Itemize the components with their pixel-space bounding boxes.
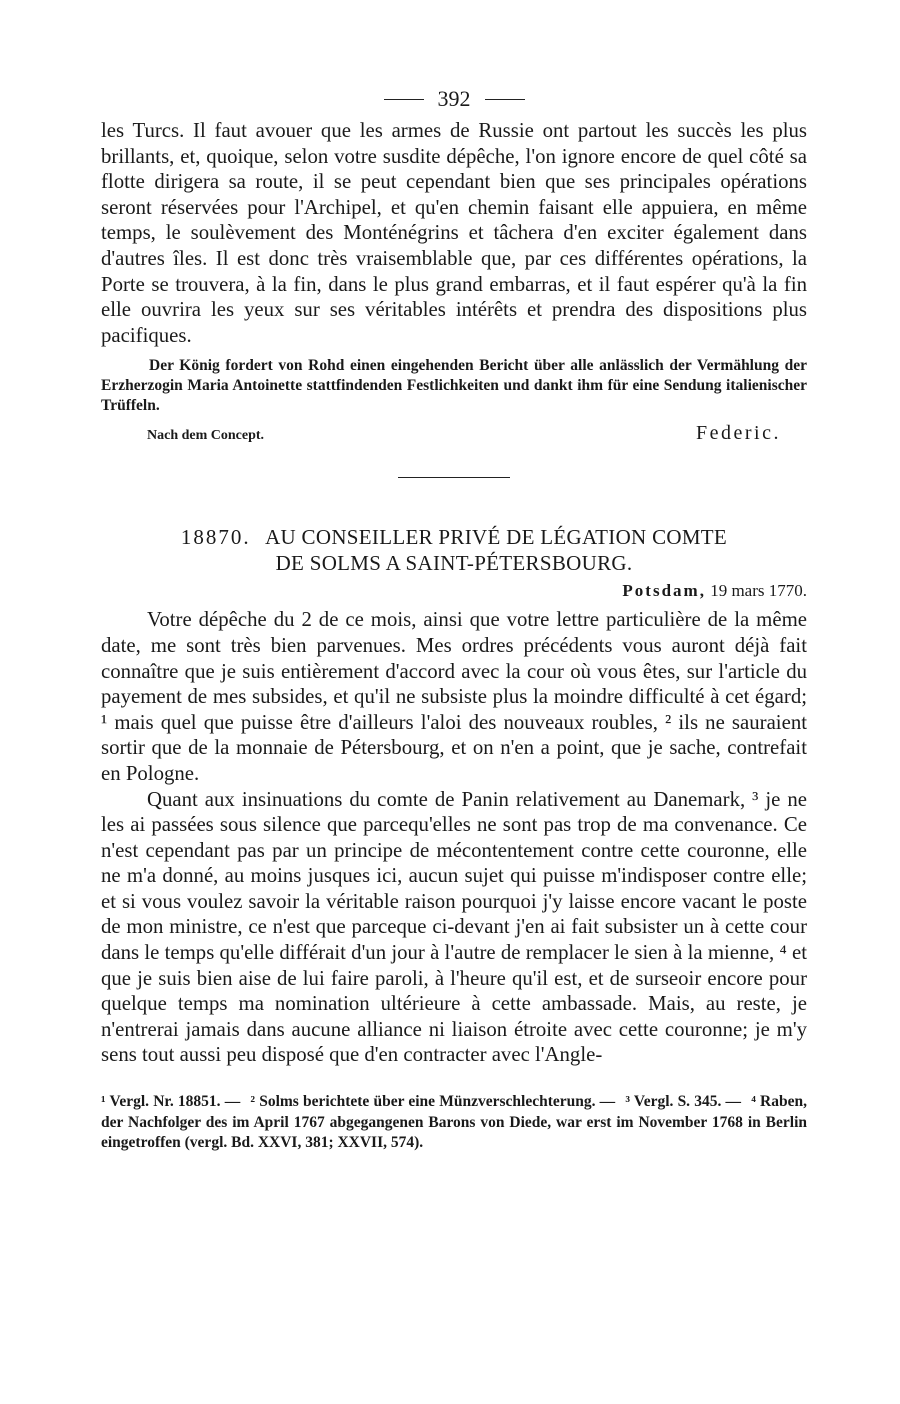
footnote-4: ⁴ Raben, der Nachfolger des im April 1767 abgegangenen Barons von Diede, war erst im November 1768 in Berlin eingetroffen (vergl. Bd. XXVI, 381; XXVII, 574). [101,1093,808,1152]
source-signature-row [101,422,807,445]
letter-heading-line1 [101,524,807,550]
source-note: Nach dem Concept. [147,428,265,444]
letter-paragraph-1: Votre dépêche du 2 de ce mois, ainsi que votre lettre particulière de la même date, me sont très bien parvenues. Mes ordres précédents vous auront déjà fait connaître que je suis entièrement d'accord avec la cour où vous êtes, sur l'article du payement de mes subsides, et qu'il ne subsiste plus la moindre difficulté à cet égard; ¹ mais quel que puisse être d'ailleurs l'aloi des nouveaux roubles, ² ils ne sauraient sortir que de la monnaie de Pétersbourg, et on n'en a point, que je sache, contrefait en Pologne. [101,608,807,785]
letter-title-line1: AU CONSEILLER PRIVÉ DE LÉGATION COMTE [265,525,728,550]
footnote-2: ² Solms berichtete über eine Münzverschlechterung. — [250,1093,616,1111]
letter-number: 18870. [180,525,251,550]
letter-title-line2: DE SOLMS A SAINT-PÉTERSBOURG. [275,551,633,576]
letter-heading [101,524,807,576]
page-number-rule-left [384,99,424,100]
footnotes [101,1092,807,1154]
footnote-3: ³ Vergl. S. 345. — [625,1093,742,1111]
page-number: 392 [437,86,471,111]
dateline-place: Potsdam, [622,581,706,601]
section-separator [398,477,510,478]
previous-letter-closing-text: les Turcs. Il faut avouer que les armes de Russie ont partout les succès les plus brillants, et, quoique, selon votre susdite dépêche, l'on ignore encore de quel côté sa flotte dirigera sa route, il se peut cependant bien que ses principales opérations seront réservées pour l'Archipel, et qu'en chemin faisant elle appuiera, en même temps, le soulèvement des Monténégrins et tâchera d'en exciter également dans d'autres îles. Il est donc très vraisemblable que, par ces différentes opérations, la Porte se trouvera, à la fin, dans le plus grand embarras, et il faut espérer qu'à la fin elle ouvrira les yeux sur ses véritables intérêts et prendra des dispositions plus pacifiques. [101,119,807,347]
signature: Federic. [696,422,781,445]
page-number-row [101,80,807,118]
footnote-1: ¹ Vergl. Nr. 18851. — [101,1093,241,1111]
letter-paragraph-2: Quant aux insinuations du comte de Panin relativement au Danemark, ³ je ne les ai passées sous silence que parcequ'elles ne sont pas trop de ma convenance. Ce n'est cependant pas par un principe de mécontentement contre cette couronne, elle ne m'a donné, au moins jusques ici, aucun sujet qui puisse m'indisposer contre elle; et si vous voulez savoir la véritable raison pourquoi j'y laisse encore vacant le poste de mon ministre, ce n'est que parceque ci-devant j'en ai fait subsister un à cette cour dans le temps qu'elle différait d'un jour à l'autre de remplacer le sien à la mienne, ⁴ et que je suis bien aise de lui faire paroli, à l'heure qu'il est, et de surseoir encore pour quelque temps ma nomination ultérieure à cette ambassade. Mais, au reste, je n'entrerai jamais dans aucune alliance ni liaison étroite avec cette couronne; je m'y sens tout aussi peu disposé que d'en contracter avec l'Angle- [101,787,807,1067]
dateline-date: 19 mars 1770. [710,581,807,601]
document-page [101,80,807,1154]
dateline [101,581,807,601]
previous-letter-summary: Der König fordert von Rohd einen eingehenden Bericht über alle anlässlich der Vermählung der Erzherzogin Maria Antoinette stattfindenden Festlichkeiten und dankt ihm für eine Sendung italienischer Trüffeln. [101,357,807,415]
page-number-rule-right [485,99,525,100]
